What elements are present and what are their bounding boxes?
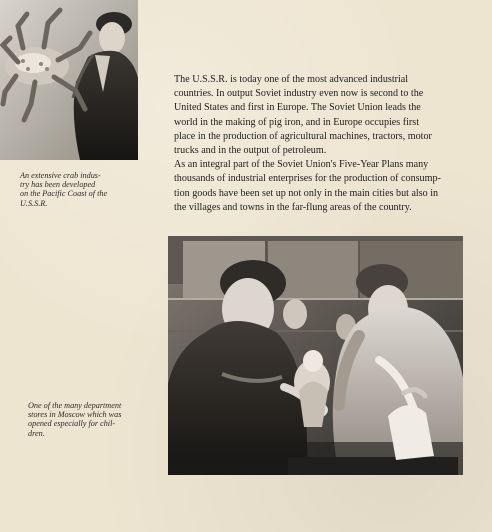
paragraph-two-line-2: thousands of industrial enterprises for the production of consump-: [174, 173, 441, 185]
paragraph-one-line-2: countries. In output Soviet industry even now is second to the: [174, 88, 424, 100]
paragraph-two-line-4: the villages and towns in the far-flung areas of the country.: [174, 201, 412, 213]
paragraph-one-line-3: United States and first in Europe. The Soviet Union leads the: [174, 102, 421, 114]
crab-caption: An extensive crab indus- try has been developed on the Pacific Coast of the U.S.S.R.: [20, 171, 108, 208]
main-article-text: [174, 73, 466, 215]
paragraph-one-line-5: place in the production of agricultural machines, tractors, motor: [174, 130, 432, 142]
department-store-photo-image: [168, 236, 463, 475]
paragraph-one: [174, 73, 466, 158]
paragraph-one-line-1: The U.S.S.R. is today one of the most advanced industrial: [174, 74, 409, 85]
paragraph-one-line-4: world in the making of pig iron, and in Europe occupies first: [174, 116, 420, 128]
paragraph-two-line-3: tion goods have been set up not only in the main cities but also in: [174, 187, 439, 199]
department-store-caption: One of the many department stores in Moscow which was opened especially for chil- dren.: [28, 401, 122, 438]
paragraph-two-line-1: As an integral part of the Soviet Union's Five-Year Plans many: [174, 159, 429, 171]
crab-photo: [0, 0, 138, 160]
department-store-photo: [168, 236, 463, 475]
paragraph-two: [174, 158, 466, 215]
crab-photo-image: [0, 0, 138, 160]
paragraph-one-line-6: trucks and in the output of petroleum.: [174, 145, 327, 157]
